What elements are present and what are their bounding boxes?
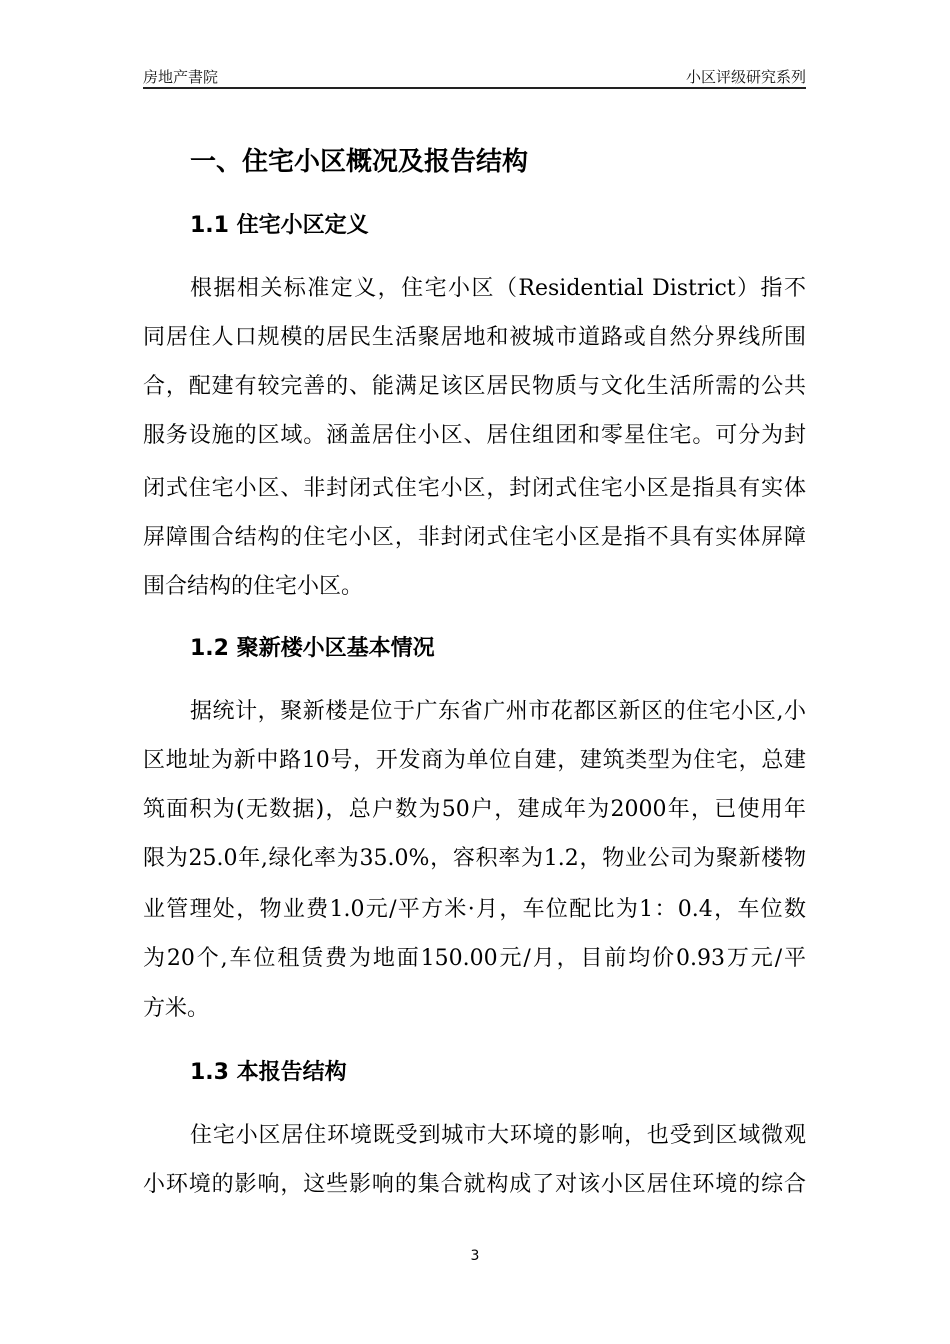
- paragraph-line: 业管理处，物业费1.0元/平方米·月，车位配比为1：0.4，车位数: [143, 897, 806, 922]
- paragraph-line: 闭式住宅小区、非封闭式住宅小区，封闭式住宅小区是指具有实体: [143, 476, 806, 501]
- paragraph-line: 据统计，聚新楼是位于广东省广州市花都区新区的住宅小区,小: [190, 699, 806, 724]
- chapter-title: 一、住宅小区概况及报告结构: [190, 147, 529, 177]
- section-1-2-title: 1.2 聚新楼小区基本情况: [190, 636, 435, 661]
- section-1-1-title: 1.1 住宅小区定义: [190, 213, 369, 238]
- paragraph-line: 根据相关标准定义，住宅小区（Residential District）指不: [190, 276, 806, 301]
- paragraph-line: 方米。: [143, 996, 210, 1021]
- paragraph-line: 筑面积为(无数据)，总户数为50户，建成年为2000年，已使用年: [143, 797, 806, 822]
- page-number: 3: [470, 1248, 480, 1264]
- paragraph-line: 合，配建有较完善的、能满足该区居民物质与文化生活所需的公共: [143, 374, 806, 399]
- paragraph-line: 屏障围合结构的住宅小区，非封闭式住宅小区是指不具有实体屏障: [143, 525, 806, 550]
- paragraph-line: 住宅小区居住环境既受到城市大环境的影响，也受到区域微观: [190, 1123, 806, 1148]
- paragraph-line: 区地址为新中路10号，开发商为单位自建，建筑类型为住宅，总建: [143, 748, 806, 773]
- section-1-3-title: 1.3 本报告结构: [190, 1060, 347, 1085]
- paragraph-line: 限为25.0年,绿化率为35.0%，容积率为1.2，物业公司为聚新楼物: [143, 846, 806, 871]
- paragraph-line: 围合结构的住宅小区。: [143, 574, 364, 599]
- header-rule: [143, 87, 806, 89]
- header-right-series: 小区评级研究系列: [685, 68, 806, 86]
- paragraph-line: 服务设施的区域。涵盖居住小区、居住组团和零星住宅。可分为封: [143, 423, 806, 448]
- paragraph-line: 小环境的影响，这些影响的集合就构成了对该小区居住环境的综合: [143, 1172, 806, 1197]
- paragraph-line: 为20个,车位租赁费为地面150.00元/月，目前均价0.93万元/平: [143, 946, 806, 971]
- paragraph-line: 同居住人口规模的居民生活聚居地和被城市道路或自然分界线所围: [143, 325, 806, 350]
- header-left-title: 房地产書院: [143, 68, 219, 86]
